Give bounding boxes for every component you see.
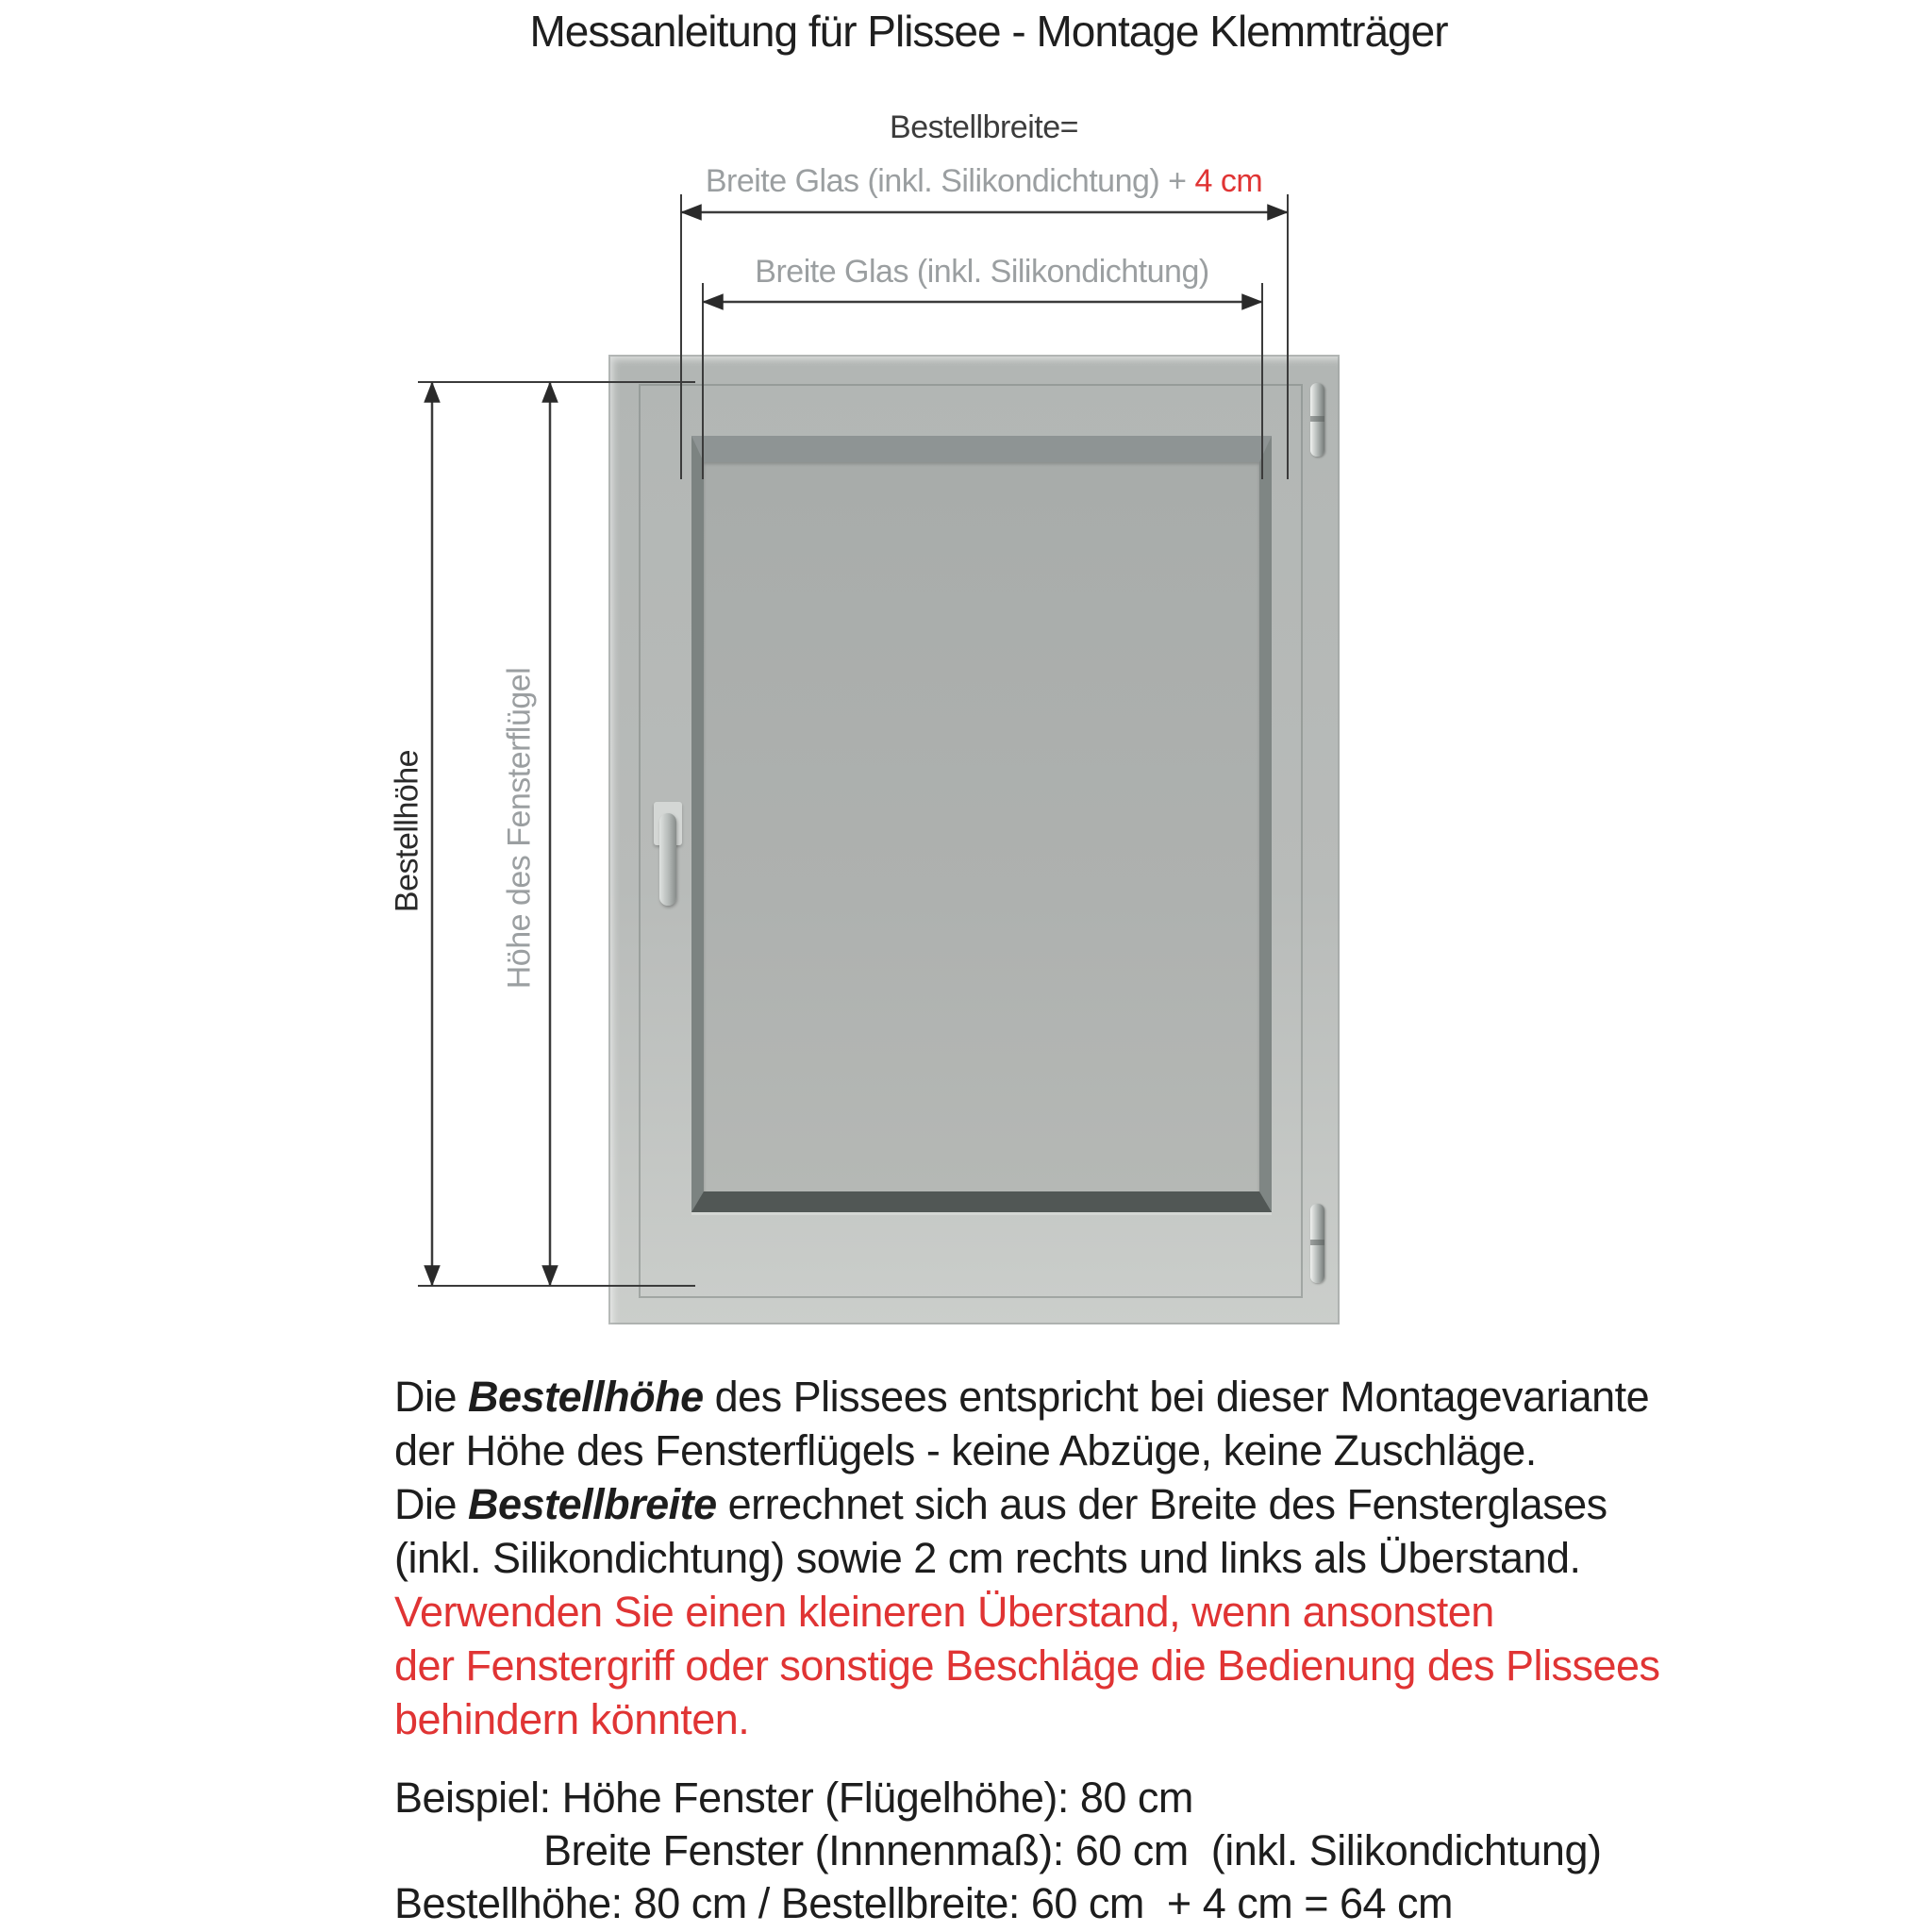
- glass-width-plus-label: [0, 162, 1932, 200]
- explanation-line-3: [394, 1477, 1660, 1531]
- window-hinge-top-icon: [1310, 383, 1324, 457]
- text: des Plissees entspricht bei dieser Montagevariante: [703, 1373, 1650, 1421]
- example-line-1: Beispiel: Höhe Fenster (Flügelhöhe): 80 cm: [394, 1774, 1193, 1822]
- window-frame: [608, 355, 1340, 1324]
- window-glass-pane: [691, 436, 1272, 1212]
- window-handle-icon: [659, 813, 676, 906]
- order-height-term: Bestellhöhe: [468, 1373, 704, 1421]
- hinge-notch: [1310, 1240, 1324, 1245]
- example-line-2: Breite Fenster (Innnenmaß): 60 cm (inkl. Silikondichtung): [543, 1826, 1602, 1874]
- explanation-line-1: [394, 1370, 1660, 1424]
- order-height-label: Bestellhöhe: [389, 749, 425, 913]
- warning-line-3: behindern könnten.: [394, 1695, 750, 1743]
- text: Die: [394, 1373, 469, 1421]
- glass-width-plus-red-text: 4 cm: [1194, 163, 1263, 199]
- hinge-notch: [1310, 416, 1324, 422]
- example-block: [394, 1772, 1601, 1930]
- page-title: Messanleitung für Plissee - Montage Klemmträger: [529, 7, 1448, 56]
- sash-height-label: Höhe des Fensterflügel: [501, 667, 538, 990]
- glass-width-label: Breite Glas (inkl. Silikondichtung): [755, 254, 1209, 290]
- glass-width-plus-gray-text: Breite Glas (inkl. Silikondichtung) +: [705, 163, 1195, 199]
- order-width-label: Bestellbreite=: [890, 109, 1078, 145]
- explanation-line-2: der Höhe des Fensterflügels - keine Abzüge, keine Zuschläge.: [394, 1426, 1537, 1474]
- warning-line-1: Verwenden Sie einen kleineren Überstand, wenn ansonsten: [394, 1588, 1494, 1636]
- explanation-line-4: (inkl. Silikondichtung) sowie 2 cm rechts und links als Überstand.: [394, 1534, 1581, 1582]
- order-width-term: Bestellbreite: [468, 1480, 717, 1528]
- text: Die: [394, 1480, 469, 1528]
- window-hinge-bottom-icon: [1310, 1204, 1324, 1283]
- text: errechnet sich aus der Breite des Fensterglases: [716, 1480, 1607, 1528]
- warning-line-2: der Fenstergriff oder sonstige Beschläge die Bedienung des Plissees: [394, 1641, 1660, 1690]
- explanation-paragraph: [394, 1370, 1660, 1746]
- example-line-3: Bestellhöhe: 80 cm / Bestellbreite: 60 cm + 4 cm = 64 cm: [394, 1879, 1454, 1927]
